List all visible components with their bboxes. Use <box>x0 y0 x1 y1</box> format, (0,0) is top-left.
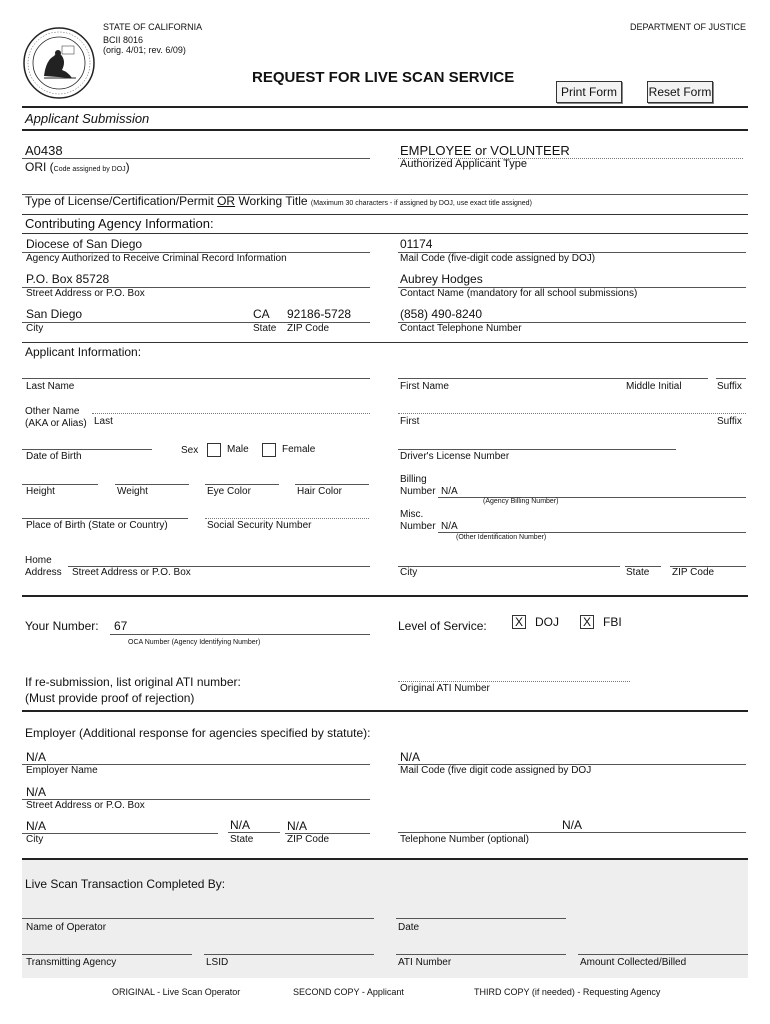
section-divider <box>22 129 748 131</box>
doj-checkbox[interactable]: X <box>512 615 526 629</box>
other-first-field[interactable] <box>398 413 746 414</box>
zip-label: ZIP Code <box>287 323 330 334</box>
weight-label: Weight <box>117 486 148 497</box>
employer-state-label: State <box>230 834 254 845</box>
resubmission-divider <box>22 710 748 712</box>
street-input[interactable]: P.O. Box 85728 <box>26 272 110 286</box>
resubmission-text: If re-submission, list original ATI number: <box>25 675 241 689</box>
first-name-label: First Name <box>400 381 449 392</box>
billing-hint: (Agency Billing Number) <box>483 498 559 505</box>
place-of-birth-label: Place of Birth (State or Country) <box>26 520 168 531</box>
middle-initial-label: Middle Initial <box>626 381 682 392</box>
live-scan-heading: Live Scan Transaction Completed By: <box>25 877 226 891</box>
other-last-label: Last <box>94 416 113 427</box>
doj-label: DOJ <box>535 615 559 629</box>
mail-code-input[interactable]: 01174 <box>400 237 433 251</box>
male-label: Male <box>227 444 249 455</box>
drivers-license-label: Driver's License Number <box>400 451 510 462</box>
applicant-type-label: Authorized Applicant Type <box>400 158 527 170</box>
suffix-label: Suffix <box>717 381 742 392</box>
footer-third: THIRD COPY (if needed) - Requesting Agency <box>474 987 661 997</box>
your-number-label: Your Number: <box>25 619 99 633</box>
employer-mail-code-input[interactable]: N/A <box>400 750 421 764</box>
state-label: State <box>253 323 277 334</box>
last-name-field[interactable] <box>22 378 370 379</box>
hair-color-label: Hair Color <box>297 486 343 497</box>
other-name-label: Other Name <box>25 406 80 417</box>
employer-zip-input[interactable]: N/A <box>287 819 308 833</box>
other-suffix-label: Suffix <box>717 416 742 427</box>
doj-seal-logo <box>22 26 96 100</box>
amount-label: Amount Collected/Billed <box>580 957 687 968</box>
weight-field[interactable] <box>115 484 189 485</box>
home-zip-label: ZIP Code <box>672 567 715 578</box>
mail-code-label: Mail Code (five-digit code assigned by DOJ) <box>400 253 596 264</box>
home-city-field[interactable] <box>398 566 620 567</box>
other-last-field[interactable] <box>92 413 370 414</box>
height-field[interactable] <box>22 484 98 485</box>
home-label: Home <box>25 555 52 566</box>
original-ati-field[interactable] <box>398 681 630 682</box>
operator-field[interactable] <box>22 918 374 919</box>
contact-input[interactable]: Aubrey Hodges <box>400 272 483 286</box>
female-label: Female <box>282 444 316 455</box>
contributing-heading: Contributing Agency Information: <box>25 216 214 231</box>
applicant-divider <box>22 595 748 597</box>
home-state-label: State <box>626 567 650 578</box>
footer-original: ORIGINAL - Live Scan Operator <box>112 987 241 997</box>
lsid-field[interactable] <box>204 954 374 955</box>
eye-color-label: Eye Color <box>207 486 251 497</box>
your-number-input[interactable]: 67 <box>114 619 128 633</box>
eye-color-field[interactable] <box>205 484 279 485</box>
employer-state-input[interactable]: N/A <box>230 818 251 832</box>
ori-input[interactable]: A0438 <box>25 143 63 158</box>
level-of-service-label: Level of Service: <box>398 619 487 633</box>
fbi-label: FBI <box>603 615 622 629</box>
dob-label: Date of Birth <box>26 451 82 462</box>
first-name-field[interactable] <box>398 378 708 379</box>
last-name-label: Last Name <box>26 381 75 392</box>
employer-name-input[interactable]: N/A <box>26 750 47 764</box>
misc-label: Misc. <box>400 509 424 520</box>
employer-phone-label: Telephone Number (optional) <box>400 834 529 845</box>
employer-heading: Employer (Additional response for agencies specified by statute): <box>25 726 371 740</box>
suffix-field[interactable] <box>716 378 746 379</box>
employer-phone-input[interactable]: N/A <box>562 818 583 832</box>
date-label: Date <box>398 922 420 933</box>
license-title-label: Type of License/Certification/Permit OR Working Title (Maximum 30 characters - if assigned by DOJ, use exact title assigned) <box>25 194 532 208</box>
transmitting-agency-field[interactable] <box>22 954 192 955</box>
street-label: Street Address or P.O. Box <box>26 288 145 299</box>
home-street-label: Street Address or P.O. Box <box>72 567 191 578</box>
reset-form-button[interactable]: Reset Form <box>647 81 713 103</box>
city-input[interactable]: San Diego <box>26 307 83 321</box>
address-label: Address <box>25 567 62 578</box>
agency-label: Agency Authorized to Receive Criminal Record Information <box>26 253 287 264</box>
place-of-birth-field[interactable] <box>22 518 188 519</box>
ssn-field[interactable] <box>205 518 369 519</box>
billing-label: Billing <box>400 474 427 485</box>
header-divider <box>22 106 748 108</box>
employer-street-input[interactable]: N/A <box>26 785 47 799</box>
employer-zip-label: ZIP Code <box>287 834 330 845</box>
zip-input[interactable]: 92186-5728 <box>287 307 352 321</box>
employer-city-label: City <box>26 834 44 845</box>
male-checkbox[interactable] <box>207 443 221 457</box>
aka-label: (AKA or Alias) <box>25 418 87 429</box>
fbi-checkbox[interactable]: X <box>580 615 594 629</box>
employer-street-label: Street Address or P.O. Box <box>26 800 145 811</box>
ori-label: ORI (Code assigned by DOJ) <box>25 160 130 174</box>
oca-hint: OCA Number (Agency Identifying Number) <box>128 639 261 646</box>
section-title: Applicant Submission <box>25 111 150 126</box>
state-heading: STATE OF CALIFORNIA <box>103 22 203 32</box>
misc-hint: (Other Identification Number) <box>456 534 547 541</box>
drivers-license-field[interactable] <box>398 449 676 450</box>
hair-color-field[interactable] <box>295 484 369 485</box>
original-ati-label: Original ATI Number <box>400 683 490 694</box>
female-checkbox[interactable] <box>262 443 276 457</box>
misc-number-label: Number <box>400 521 436 532</box>
form-title: REQUEST FOR LIVE SCAN SERVICE <box>252 69 515 86</box>
date-field[interactable] <box>396 918 566 919</box>
lsid-label: LSID <box>206 957 229 968</box>
billing-number-label: Number <box>400 486 436 497</box>
other-first-label: First <box>400 416 420 427</box>
employer-city-input[interactable]: N/A <box>26 819 47 833</box>
form-revision: (orig. 4/01; rev. 6/09) <box>103 45 186 55</box>
employer-mail-code-label: Mail Code (five digit code assigned by DOJ <box>400 765 592 776</box>
contact-label: Contact Name (mandatory for all school submissions) <box>400 288 638 299</box>
billing-number-input[interactable]: N/A <box>441 486 458 497</box>
employer-name-label: Employer Name <box>26 765 98 776</box>
ssn-label: Social Security Number <box>207 520 312 531</box>
ati-number-label: ATI Number <box>398 957 452 968</box>
agency-input[interactable]: Diocese of San Diego <box>26 237 143 251</box>
amount-field[interactable] <box>578 954 748 955</box>
dob-field[interactable] <box>22 449 152 450</box>
city-label: City <box>26 323 44 334</box>
phone-label: Contact Telephone Number <box>400 323 522 334</box>
print-form-button[interactable]: Print Form <box>556 81 622 103</box>
height-label: Height <box>26 486 55 497</box>
misc-number-input[interactable]: N/A <box>441 521 458 532</box>
transmitting-agency-label: Transmitting Agency <box>26 957 117 968</box>
applicant-heading: Applicant Information: <box>25 345 142 359</box>
sex-label: Sex <box>181 445 199 456</box>
home-city-label: City <box>400 567 418 578</box>
form-code: BCII 8016 <box>103 35 144 45</box>
department-heading: DEPARTMENT OF JUSTICE <box>629 22 746 32</box>
footer-second: SECOND COPY - Applicant <box>293 987 404 997</box>
phone-input[interactable]: (858) 490-8240 <box>400 307 483 321</box>
state-input[interactable]: CA <box>253 307 270 321</box>
resubmission-note: (Must provide proof of rejection) <box>25 691 195 705</box>
operator-label: Name of Operator <box>26 922 107 933</box>
ati-number-field[interactable] <box>396 954 566 955</box>
applicant-type-input[interactable]: EMPLOYEE or VOLUNTEER <box>400 143 570 158</box>
